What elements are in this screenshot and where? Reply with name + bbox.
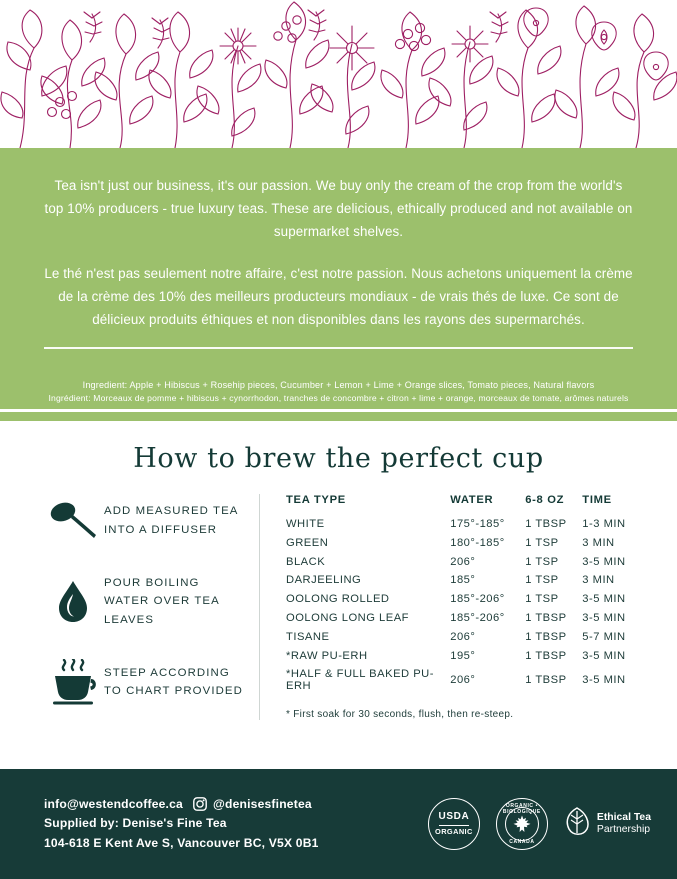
supplier-text: Supplied by: Denise's Fine Tea xyxy=(44,816,227,831)
table-header-row xyxy=(286,494,643,515)
cell-amount: 1 TSP xyxy=(525,555,559,568)
etp-line1: Ethical Tea xyxy=(596,811,651,823)
cell-time: 5-7 MIN xyxy=(582,630,626,643)
instagram-handle[interactable]: @denisesfinetea xyxy=(212,796,312,811)
table-row xyxy=(286,515,643,534)
cell-water: 206° xyxy=(450,674,476,687)
cell-amount: 1 TSP xyxy=(525,574,559,587)
cell-time: 3-5 MIN xyxy=(582,611,626,624)
cell-amount: 1 TBSP xyxy=(525,630,567,643)
usda-badge-rule xyxy=(439,825,469,826)
ingredients-block xyxy=(0,371,677,408)
etp-label xyxy=(597,812,651,837)
column-header-tea-type: TEA TYPE xyxy=(286,493,346,506)
cell-water: 185°-206° xyxy=(450,593,505,606)
brew-step xyxy=(42,494,249,548)
table-row xyxy=(286,609,643,628)
column-header-amount: 6-8 OZ xyxy=(525,493,565,506)
table-row xyxy=(286,590,643,609)
spoon-icon xyxy=(42,499,104,543)
table-row xyxy=(286,552,643,571)
cell-water: 206° xyxy=(450,555,476,568)
canada-badge-top-text: ORGANIC • BIOLOGIQUE xyxy=(502,803,541,815)
cell-time: 3-5 MIN xyxy=(582,593,626,606)
certification-badges xyxy=(428,798,651,850)
cell-tea-type: TISANE xyxy=(286,630,330,643)
cell-tea-type: OOLONG LONG LEAF xyxy=(286,611,410,624)
cell-water: 195° xyxy=(450,649,476,662)
steaming-cup-icon xyxy=(42,659,104,705)
instagram-icon[interactable] xyxy=(193,797,207,811)
cell-tea-type: WHITE xyxy=(286,518,325,531)
water-drop-icon xyxy=(42,578,104,624)
ingredients-english: Ingredient: Apple + Hibiscus + Rosehip pieces, Cucumber + Lemon + Lime + Orange slices, Tomato pieces, Natural flavors xyxy=(82,380,595,391)
cell-amount: 1 TSP xyxy=(525,536,559,549)
usda-badge-line1: USDA xyxy=(438,811,470,823)
brew-section xyxy=(0,421,677,720)
cell-tea-type: OOLONG ROLLED xyxy=(286,593,390,606)
footer-address-line xyxy=(44,834,428,854)
divider-rule xyxy=(44,347,633,349)
etp-leaf-icon xyxy=(564,807,590,842)
email-text[interactable]: info@westendcoffee.ca xyxy=(44,796,183,811)
column-header-water: WATER xyxy=(450,493,494,506)
footer-bar xyxy=(0,769,677,879)
cell-water: 185° xyxy=(450,574,476,587)
brew-step-label: POUR BOILING WATER OVER TEA LEAVES xyxy=(104,576,220,626)
table-row xyxy=(286,627,643,646)
cell-time: 3-5 MIN xyxy=(582,674,626,687)
table-row xyxy=(286,571,643,590)
footer-email-line xyxy=(44,795,428,815)
cell-time: 1-3 MIN xyxy=(582,518,626,531)
canada-badge-bottom-text: CANADA xyxy=(509,839,535,845)
table-row xyxy=(286,646,643,665)
footer-supplier-line xyxy=(44,814,428,834)
cell-water: 180°-185° xyxy=(450,536,505,549)
floral-line-art-icon xyxy=(0,0,677,148)
cell-water: 185°-206° xyxy=(450,611,505,624)
brew-step-label: ADD MEASURED TEA INTO A DIFFUSER xyxy=(104,505,238,536)
cell-amount: 1 TBSP xyxy=(525,674,567,687)
ethical-tea-partnership-badge xyxy=(564,807,651,842)
cell-amount: 1 TBSP xyxy=(525,518,567,531)
cell-tea-type: *HALF & FULL BAKED PU-ERH xyxy=(286,668,434,693)
brew-step xyxy=(42,655,249,709)
cell-water: 175°-185° xyxy=(450,518,505,531)
etp-line2: Partnership xyxy=(596,824,651,835)
passage-band xyxy=(0,148,677,371)
cell-amount: 1 TBSP xyxy=(525,649,567,662)
floral-header-decoration xyxy=(0,0,677,148)
cell-tea-type: DARJEELING xyxy=(286,574,362,587)
footer-contact xyxy=(44,795,428,854)
ingredients-french: Ingrédient: Morceaux de pomme + hibiscus + cynorrhodon, tranches de concombre + citron + lime + orange, morceaux de tomate, arômes naturels xyxy=(48,393,629,404)
table-footnote: * First soak for 30 seconds, flush, then re-steep. xyxy=(286,708,514,720)
column-header-time: TIME xyxy=(582,493,612,506)
table-row xyxy=(286,533,643,552)
cell-time: 3 MIN xyxy=(582,536,615,549)
passage-english: Tea isn't just our business, it's our passion. We buy only the cream of the crop from the world's top 10% producers - true luxury teas. These are delicious, ethically produced and not available on supermarket shelves. xyxy=(44,178,633,240)
cell-amount: 1 TBSP xyxy=(525,611,567,624)
passage-french: Le thé n'est pas seulement notre affaire, c'est notre passion. Nous achetons uniquement la crème de la crème des 10% des meilleurs producteurs mondiaux - de vrais thés de luxe. Ce sont de délicieux produits éthiques et non disponibles dans les rayons des supermarchés. xyxy=(44,266,633,328)
brew-chart xyxy=(260,494,643,720)
cell-tea-type: GREEN xyxy=(286,536,329,549)
cell-time: 3 MIN xyxy=(582,574,615,587)
brew-step xyxy=(42,574,249,629)
table-row xyxy=(286,665,643,696)
usda-badge-line2: ORGANIC xyxy=(435,826,473,836)
address-text: 104-618 E Kent Ave S, Vancouver BC, V5X 0B1 xyxy=(44,835,319,850)
cell-amount: 1 TSP xyxy=(525,593,559,606)
canada-organic-badge xyxy=(496,798,548,850)
cell-tea-type: *RAW PU-ERH xyxy=(286,649,368,662)
brew-table xyxy=(286,494,643,696)
cell-time: 3-5 MIN xyxy=(582,649,626,662)
brew-body xyxy=(0,494,677,720)
cell-tea-type: BLACK xyxy=(286,555,326,568)
cell-water: 206° xyxy=(450,630,476,643)
green-band-footer xyxy=(0,412,677,421)
cell-time: 3-5 MIN xyxy=(582,555,626,568)
brew-title: How to brew the perfect cup xyxy=(133,442,544,474)
usda-organic-badge xyxy=(428,798,480,850)
brew-step-label: STEEP ACCORDING TO CHART PROVIDED xyxy=(104,666,243,698)
brew-steps xyxy=(42,494,260,720)
